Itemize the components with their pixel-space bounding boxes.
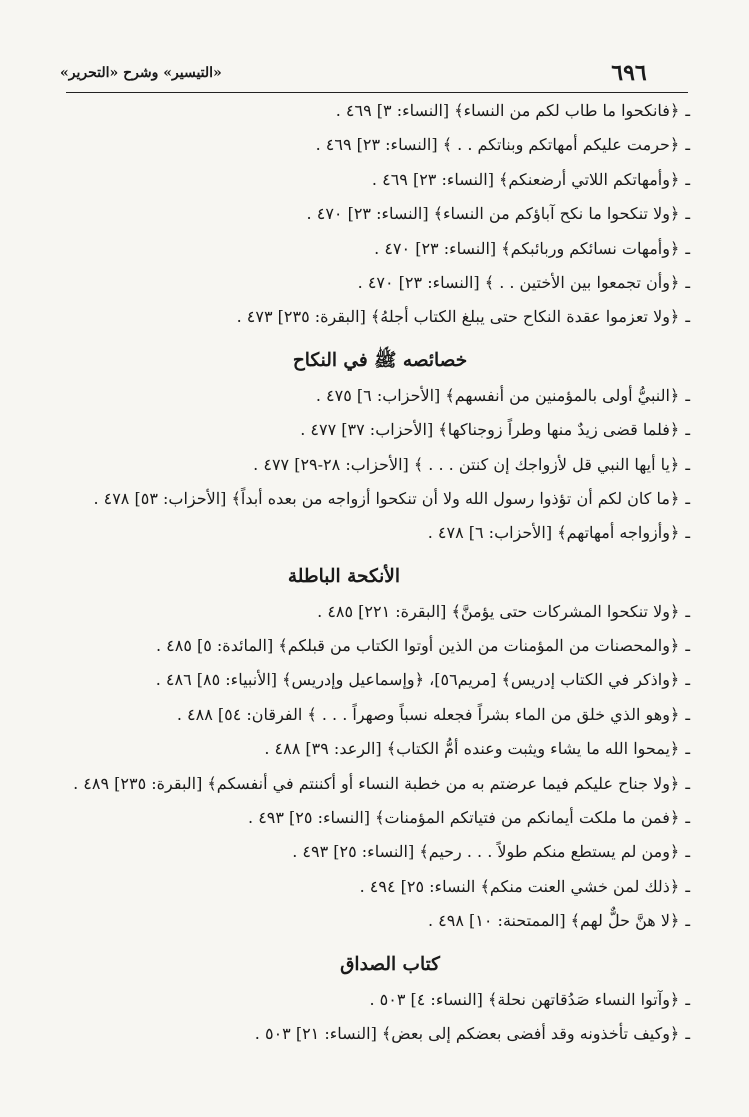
verse-entry: ـ﴿ولا جناح عليكم فيما عرضتم به من خطبة النساء أو أكننتم في أنفسكم﴾ [البقرة: ٢٣٥] ٤٨٩ . (73, 773, 690, 793)
page-number: ٦٩٦ (611, 60, 647, 86)
section-heading: خصائصه ﷺ في النكاح (292, 349, 468, 371)
verse-entry: ـ﴿فلما قضى زيدٌ منها وطراً زوجناكها﴾ [الأحزاب: ٣٧] ٤٧٧ . (300, 420, 690, 440)
verse-entry: ـ﴿وكيف تأخذونه وقد أفضى بعضكم إلى بعض﴾ [النساء: ٢١] ٥٠٣ . (254, 1023, 690, 1043)
verse-entry: ـ﴿وأزواجه أمهاتهم﴾ [الأحزاب: ٦] ٤٧٨ . (427, 523, 690, 543)
verse-entry: ـ﴿وهو الذي خلق من الماء بشراً فجعله نسباً وصهراً . . . ﴾ الفرقان: ٥٤] ٤٨٨ . (176, 704, 690, 724)
verse-index (60, 94, 690, 1051)
verse-entry: ـ﴿وأن تجمعوا بين الأختين . . ﴾ [النساء: ٢٣] ٤٧٠ . (357, 272, 690, 292)
verse-entry: ـ﴿ومن لم يستطع منكم طولاً . . . رحيم﴾ [النساء: ٢٥] ٤٩٣ . (292, 842, 690, 862)
verse-entry: ـ﴿فمن ما ملكت أيمانكم من فتياتكم المؤمنات﴾ [النساء: ٢٥] ٤٩٣ . (248, 808, 690, 828)
verse-entry: ـ﴿النبيُّ أولى بالمؤمنين من أنفسهم﴾ [الأحزاب: ٦] ٤٧٥ . (315, 385, 690, 405)
section-heading: كتاب الصداق (340, 953, 440, 975)
verse-entry: ـ﴿حرمت عليكم أمهاتكم وبناتكم . . ﴾ [النساء: ٢٣] ٤٦٩ . (315, 135, 690, 155)
header-rule (66, 92, 688, 93)
verse-entry: ـ﴿وأمهات نسائكم وربائبكم﴾ [النساء: ٢٣] ٤٧٠ . (374, 238, 690, 258)
verse-entry: ـ﴿ولا تنكحوا المشركات حتى يؤمنَّ﴾ [البقرة: ٢٢١] ٤٨٥ . (317, 601, 690, 621)
verse-entry: ـ﴿والمحصنات من المؤمنات من الذين أوتوا الكتاب من قبلكم﴾ [المائدة: ٥] ٤٨٥ . (155, 636, 690, 656)
section-heading: الأنكحة الباطلة (287, 565, 400, 587)
verse-entry: ـ﴿ما كان لكم أن تؤذوا رسول الله ولا أن تنكحوا أزواجه من بعده أبداً﴾ [الأحزاب: ٥٣] ٤٧٨ . (93, 488, 690, 508)
running-title: «التيسير» وشرح «التحرير» (60, 65, 222, 81)
verse-entry: ـ﴿وأمهاتكم اللاتي أرضعنكم﴾ [النساء: ٢٣] ٤٦٩ . (371, 169, 690, 189)
verse-entry: ـ﴿يا أيها النبي قل لأزواجك إن كنتن . . . ﴾ [الأحزاب: ٢٨-٢٩] ٤٧٧ . (253, 454, 690, 474)
verse-entry: ـ﴿ولا تعزموا عقدة النكاح حتى يبلغ الكتاب أجلهُ﴾ [البقرة: ٢٣٥] ٤٧٣ . (236, 307, 690, 327)
verse-entry: ـ﴿ولا تنكحوا ما نكح آباؤكم من النساء﴾ [النساء: ٢٣] ٤٧٠ . (306, 204, 690, 224)
verse-entry: ـ﴿لا هنَّ حلٌّ لهم﴾ [الممتحنة: ١٠] ٤٩٨ . (428, 911, 690, 931)
verse-entry: ـ﴿وآتوا النساء صَدُقاتهن نحلة﴾ [النساء: ٤] ٥٠٣ . (369, 989, 690, 1009)
verse-entry: ـ﴿يمحوا الله ما يشاء ويثبت وعنده أمُّ الكتاب﴾ [الرعد: ٣٩] ٤٨٨ . (264, 739, 690, 759)
verse-entry: ـ﴿واذكر في الكتاب إدريس﴾ [مريم٥٦]، ﴿وإسماعيل وإدريس﴾ [الأنبياء: ٨٥] ٤٨٦ . (155, 670, 690, 690)
verse-entry: ـ﴿فانكحوا ما طاب لكم من النساء﴾ [النساء: ٣] ٤٦٩ . (335, 101, 690, 120)
verse-entry: ـ﴿ذلك لمن خشي العنت منكم﴾ النساء: ٢٥] ٤٩٤ . (359, 876, 690, 896)
